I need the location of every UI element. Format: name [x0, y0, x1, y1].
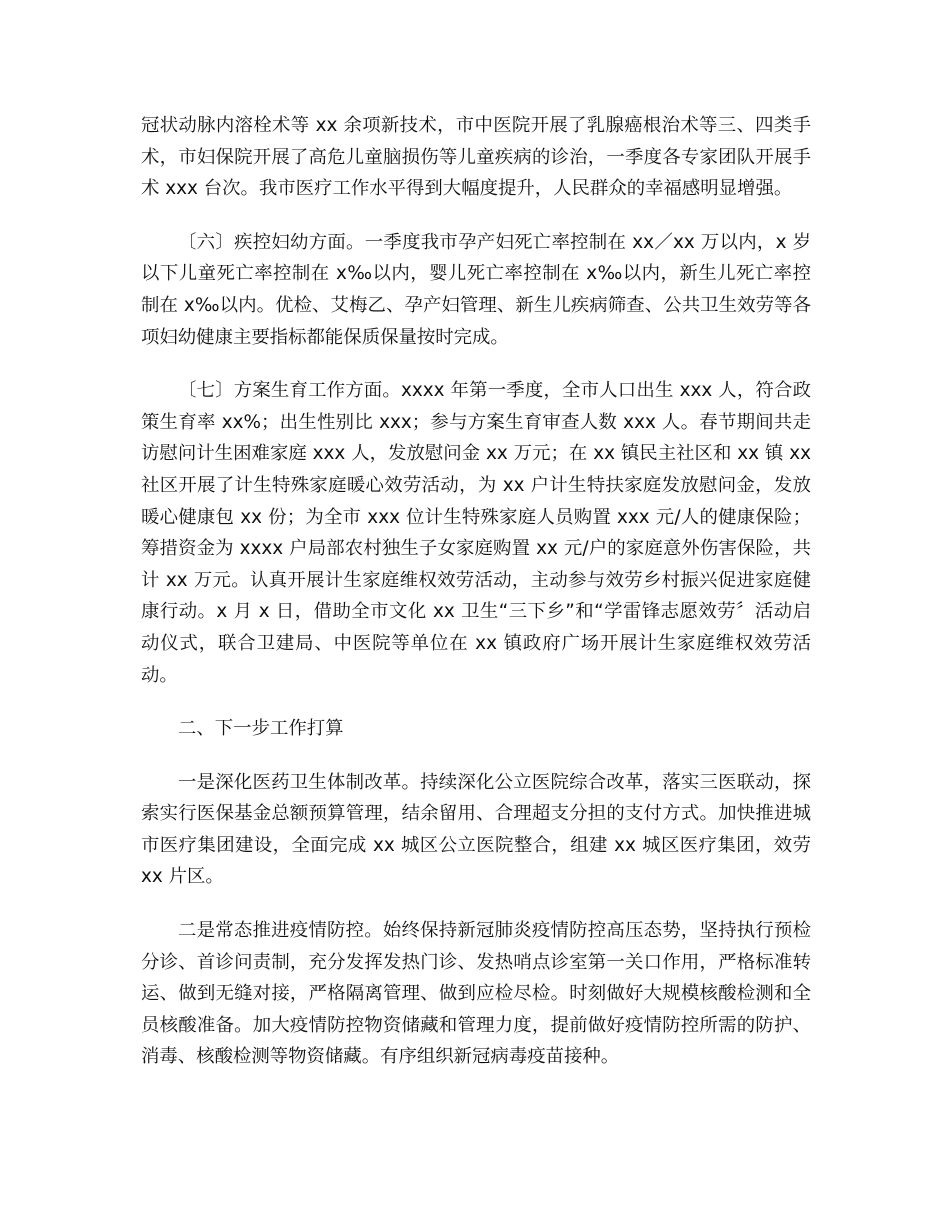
paragraph-healthcare-reform: 一是深化医药卫生体制改革。持续深化公立医院综合改革，落实三医联动，探索实行医保基金总额预算管理，结余留用、合理超支分担的支付方式。加快推进城市医疗集团建设，全面完成 xx 城区公立医院整合，组建 xx 城区医疗集团，效劳 xx 片区。 — [141, 771, 811, 888]
paragraph-tech-continued: 冠状动脉内溶栓术等 xx 余项新技术，市中医院开展了乳腺癌根治术等三、四类手术，市妇保院开展了高危儿童脑损伤等儿童疾病的诊治，一季度各专家团队开展手术 xxx 台次。我市医疗工作水平得到大幅度提升，人民群众的幸福感明显增强。 — [141, 115, 811, 200]
paragraph-epidemic-prevention: 二是常态推进疫情防控。始终保持新冠肺炎疫情防控高压态势，坚持执行预检分诊、首诊问责制，充分发挥发热门诊、发热哨点诊室第一关口作用，严格标准转运、做到无缝对接，严格隔离管理、做到应检尽检。时刻做好大规模核酸检测和全员核酸准备。加大疫情防控物资储藏和管理力度，提前做好疫情防控所需的防护、消毒、核酸检测等物资储藏。有序组织新冠病毒疫苗接种。 — [141, 920, 811, 1068]
paragraph-disease-control-maternal-child: 〔六〕疾控妇幼方面。一季度我市孕产妇死亡率控制在 xx／xx 万以内，x 岁以下儿童死亡率控制在 x‰以内，婴儿死亡率控制在 x‰以内，新生儿死亡率控制在 x‰以内。优检、艾梅乙、孕产妇管理、新生儿疾病筛查、公共卫生效劳等各项妇幼健康主要指标都能保质保量按时完成。 — [141, 231, 811, 348]
document-page — [141, 110, 811, 1095]
paragraph-family-planning: 〔七〕方案生育工作方面。xxxx 年第一季度，全市人口出生 xxx 人，符合政策生育率 xx%；出生性别比 xxx；参与方案生育审查人数 xxx 人。春节期间共走访慰问计生困难家庭 xxx 人，发放慰问金 xx 万元；在 xx 镇民主社区和 xx 镇 xx 社区开展了计生特殊家庭暖心效劳活动，为 xx 户计生特扶家庭发放慰问金，发放暖心健康包 xx 份；为全市 xxx 位计生特殊家庭人员购置 xxx 元/人的健康保险；筹措资金为 xxxx 户局部农村独生子女家庭购置 xx 元/户的家庭意外伤害保险，共计 xx 万元。认真开展计生家庭维权效劳活动，主动参与效劳乡村振兴促进家庭健康行动。x 月 x 日，借助全市文化 xx 卫生“三下乡”和“学雷锋志愿效劳〞活动启动仪式，联合卫建局、中医院等单位在 xx 镇政府广场开展计生家庭维权效劳活动。 — [141, 380, 811, 686]
section-heading-next-steps: 二、下一步工作打算 — [178, 718, 344, 740]
